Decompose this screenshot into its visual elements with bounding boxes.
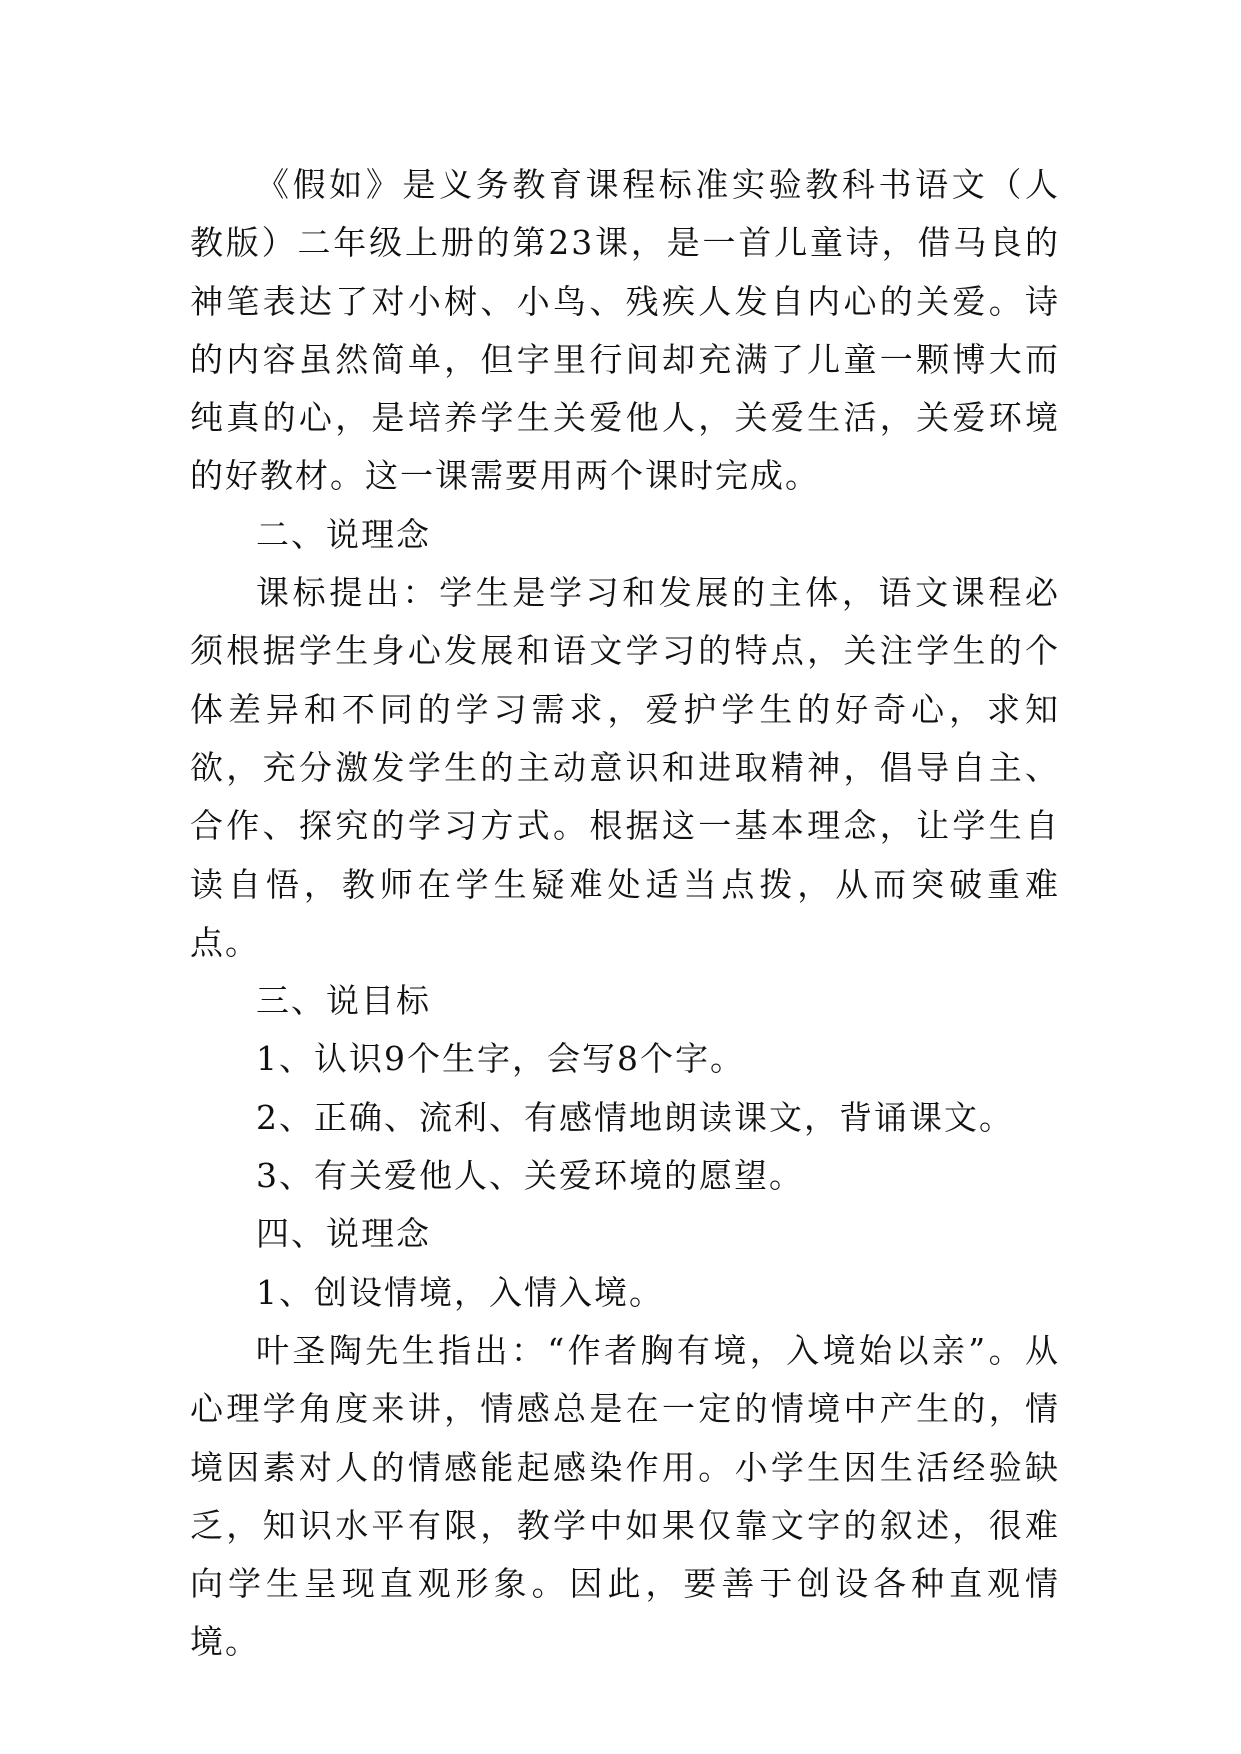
goal-item-1: 1、认识9个生字，会写8个字。 (256, 1039, 745, 1079)
goal-item-2: 2、正确、流利、有感情地朗读课文，背诵课文。 (256, 1097, 1014, 1137)
paragraph-quote: 叶圣陶先生指出：“作者胸有境，入境始以亲”。从心理学角度来讲，情感总是在一定的情境中产生的，情境因素对人的情感能起感染作用。小学生因生活经验缺乏，知识水平有限，教学中如果仅靠文字的叙述，很难向学生呈现直观形象。因此，要善于创设各种直观情境。 (190, 1330, 1060, 1662)
paragraph-curriculum: 课标提出：学生是学习和发展的主体，语文课程必须根据学生身心发展和语文学习的特点，关注学生的个体差异和不同的学习需求，爱护学生的好奇心，求知欲，充分激发学生的主动意识和进取精神，倡导自主、合作、探究的学习方式。根据这一基本理念，让学生自读自悟，教师在学生疑难处适当点拨，从而突破重难点。 (190, 573, 1060, 962)
concept-item-1: 1、创设情境，入情入境。 (256, 1272, 664, 1312)
goal-item-3: 3、有关爱他人、关爱环境的愿望。 (256, 1156, 804, 1196)
section-heading-4: 四、说理念 (256, 1214, 431, 1254)
paragraph-intro: 《假如》是义务教育课程标准实验教科书语文（人教版）二年级上册的第23课，是一首儿童诗，借马良的神笔表达了对小树、小鸟、残疾人发自内心的关爱。诗的内容虽然简单，但字里行间却充满了儿童一颗博大而纯真的心，是培养学生关爱他人，关爱生活，关爱环境的好教材。这一课需要用两个课时完成。 (190, 165, 1060, 496)
section-heading-3: 三、说目标 (256, 981, 431, 1021)
document-body (190, 156, 1060, 1672)
section-heading-2: 二、说理念 (256, 514, 431, 554)
